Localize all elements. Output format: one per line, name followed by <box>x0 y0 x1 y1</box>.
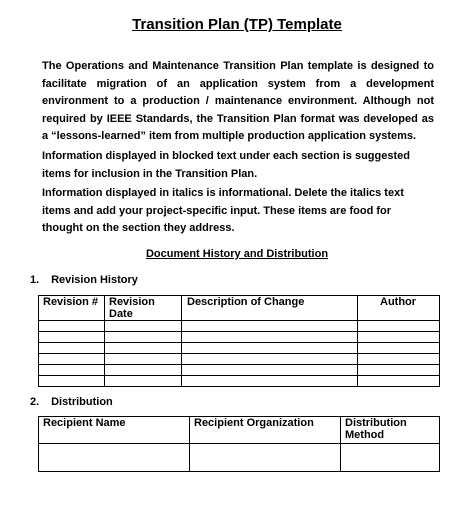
section-1-number: 1. <box>30 274 40 286</box>
column-header: Revision # <box>39 296 105 321</box>
table-cell[interactable] <box>182 376 358 387</box>
table-cell[interactable] <box>182 321 358 332</box>
column-header: Distribution Method <box>341 417 440 444</box>
table-cell[interactable] <box>105 354 182 365</box>
column-header: Recipient Organization <box>190 417 341 444</box>
table-cell[interactable] <box>182 365 358 376</box>
table-cell[interactable] <box>358 354 440 365</box>
distribution-table <box>38 416 440 472</box>
section-2-heading <box>30 395 113 409</box>
table-row <box>39 343 440 354</box>
table-row <box>39 354 440 365</box>
table-cell[interactable] <box>39 444 190 472</box>
table-cell[interactable] <box>341 444 440 472</box>
table-cell[interactable] <box>105 343 182 354</box>
table-cell[interactable] <box>105 332 182 343</box>
table-cell[interactable] <box>39 365 105 376</box>
section-2-number: 2. <box>30 396 40 408</box>
table-cell[interactable] <box>358 365 440 376</box>
table-cell[interactable] <box>39 321 105 332</box>
table-cell[interactable] <box>358 376 440 387</box>
column-header: Author <box>358 296 440 321</box>
column-header: Description of Change <box>182 296 358 321</box>
table-cell[interactable] <box>39 354 105 365</box>
table-row <box>39 376 440 387</box>
table-cell[interactable] <box>39 376 105 387</box>
table-cell[interactable] <box>39 332 105 343</box>
table-cell[interactable] <box>105 376 182 387</box>
table-row <box>39 365 440 376</box>
revision-history-table <box>38 295 440 387</box>
intro-paragraph-2: Information displayed in blocked text under each section is suggested items for inclusion in the Transition Plan. <box>42 149 410 180</box>
table-cell[interactable] <box>190 444 341 472</box>
table-row <box>39 444 440 472</box>
section-1-title: Revision History <box>51 274 138 286</box>
table-cell[interactable] <box>39 343 105 354</box>
table-header-row <box>39 296 440 321</box>
section-1-heading <box>30 273 138 287</box>
table-cell[interactable] <box>105 365 182 376</box>
section-2-title: Distribution <box>51 396 113 408</box>
column-header: Recipient Name <box>39 417 190 444</box>
document-title: Transition Plan (TP) Template <box>132 16 342 33</box>
table-cell[interactable] <box>358 332 440 343</box>
table-header-row <box>39 417 440 444</box>
table-cell[interactable] <box>358 343 440 354</box>
intro-paragraph-1: The Operations and Maintenance Transition Plan template is designed to facilitate migration of an application system from a development environment to a production / maintenance environment. Although not required by IEEE Standards, the Transition Plan format was developed as a “lessons-learned” item from multiple production application systems. <box>42 60 434 143</box>
table-row <box>39 332 440 343</box>
section-subheading: Document History and Distribution <box>145 248 329 260</box>
table-cell[interactable] <box>182 354 358 365</box>
table-cell[interactable] <box>358 321 440 332</box>
column-header: Revision Date <box>105 296 182 321</box>
table-cell[interactable] <box>182 343 358 354</box>
table-cell[interactable] <box>105 321 182 332</box>
intro-text <box>42 58 434 240</box>
intro-paragraph-3: Information displayed in italics is informational. Delete the italics text items and add your project-specific input. These items are food for thought on the section they address. <box>42 187 404 235</box>
table-cell[interactable] <box>182 332 358 343</box>
table-row <box>39 321 440 332</box>
